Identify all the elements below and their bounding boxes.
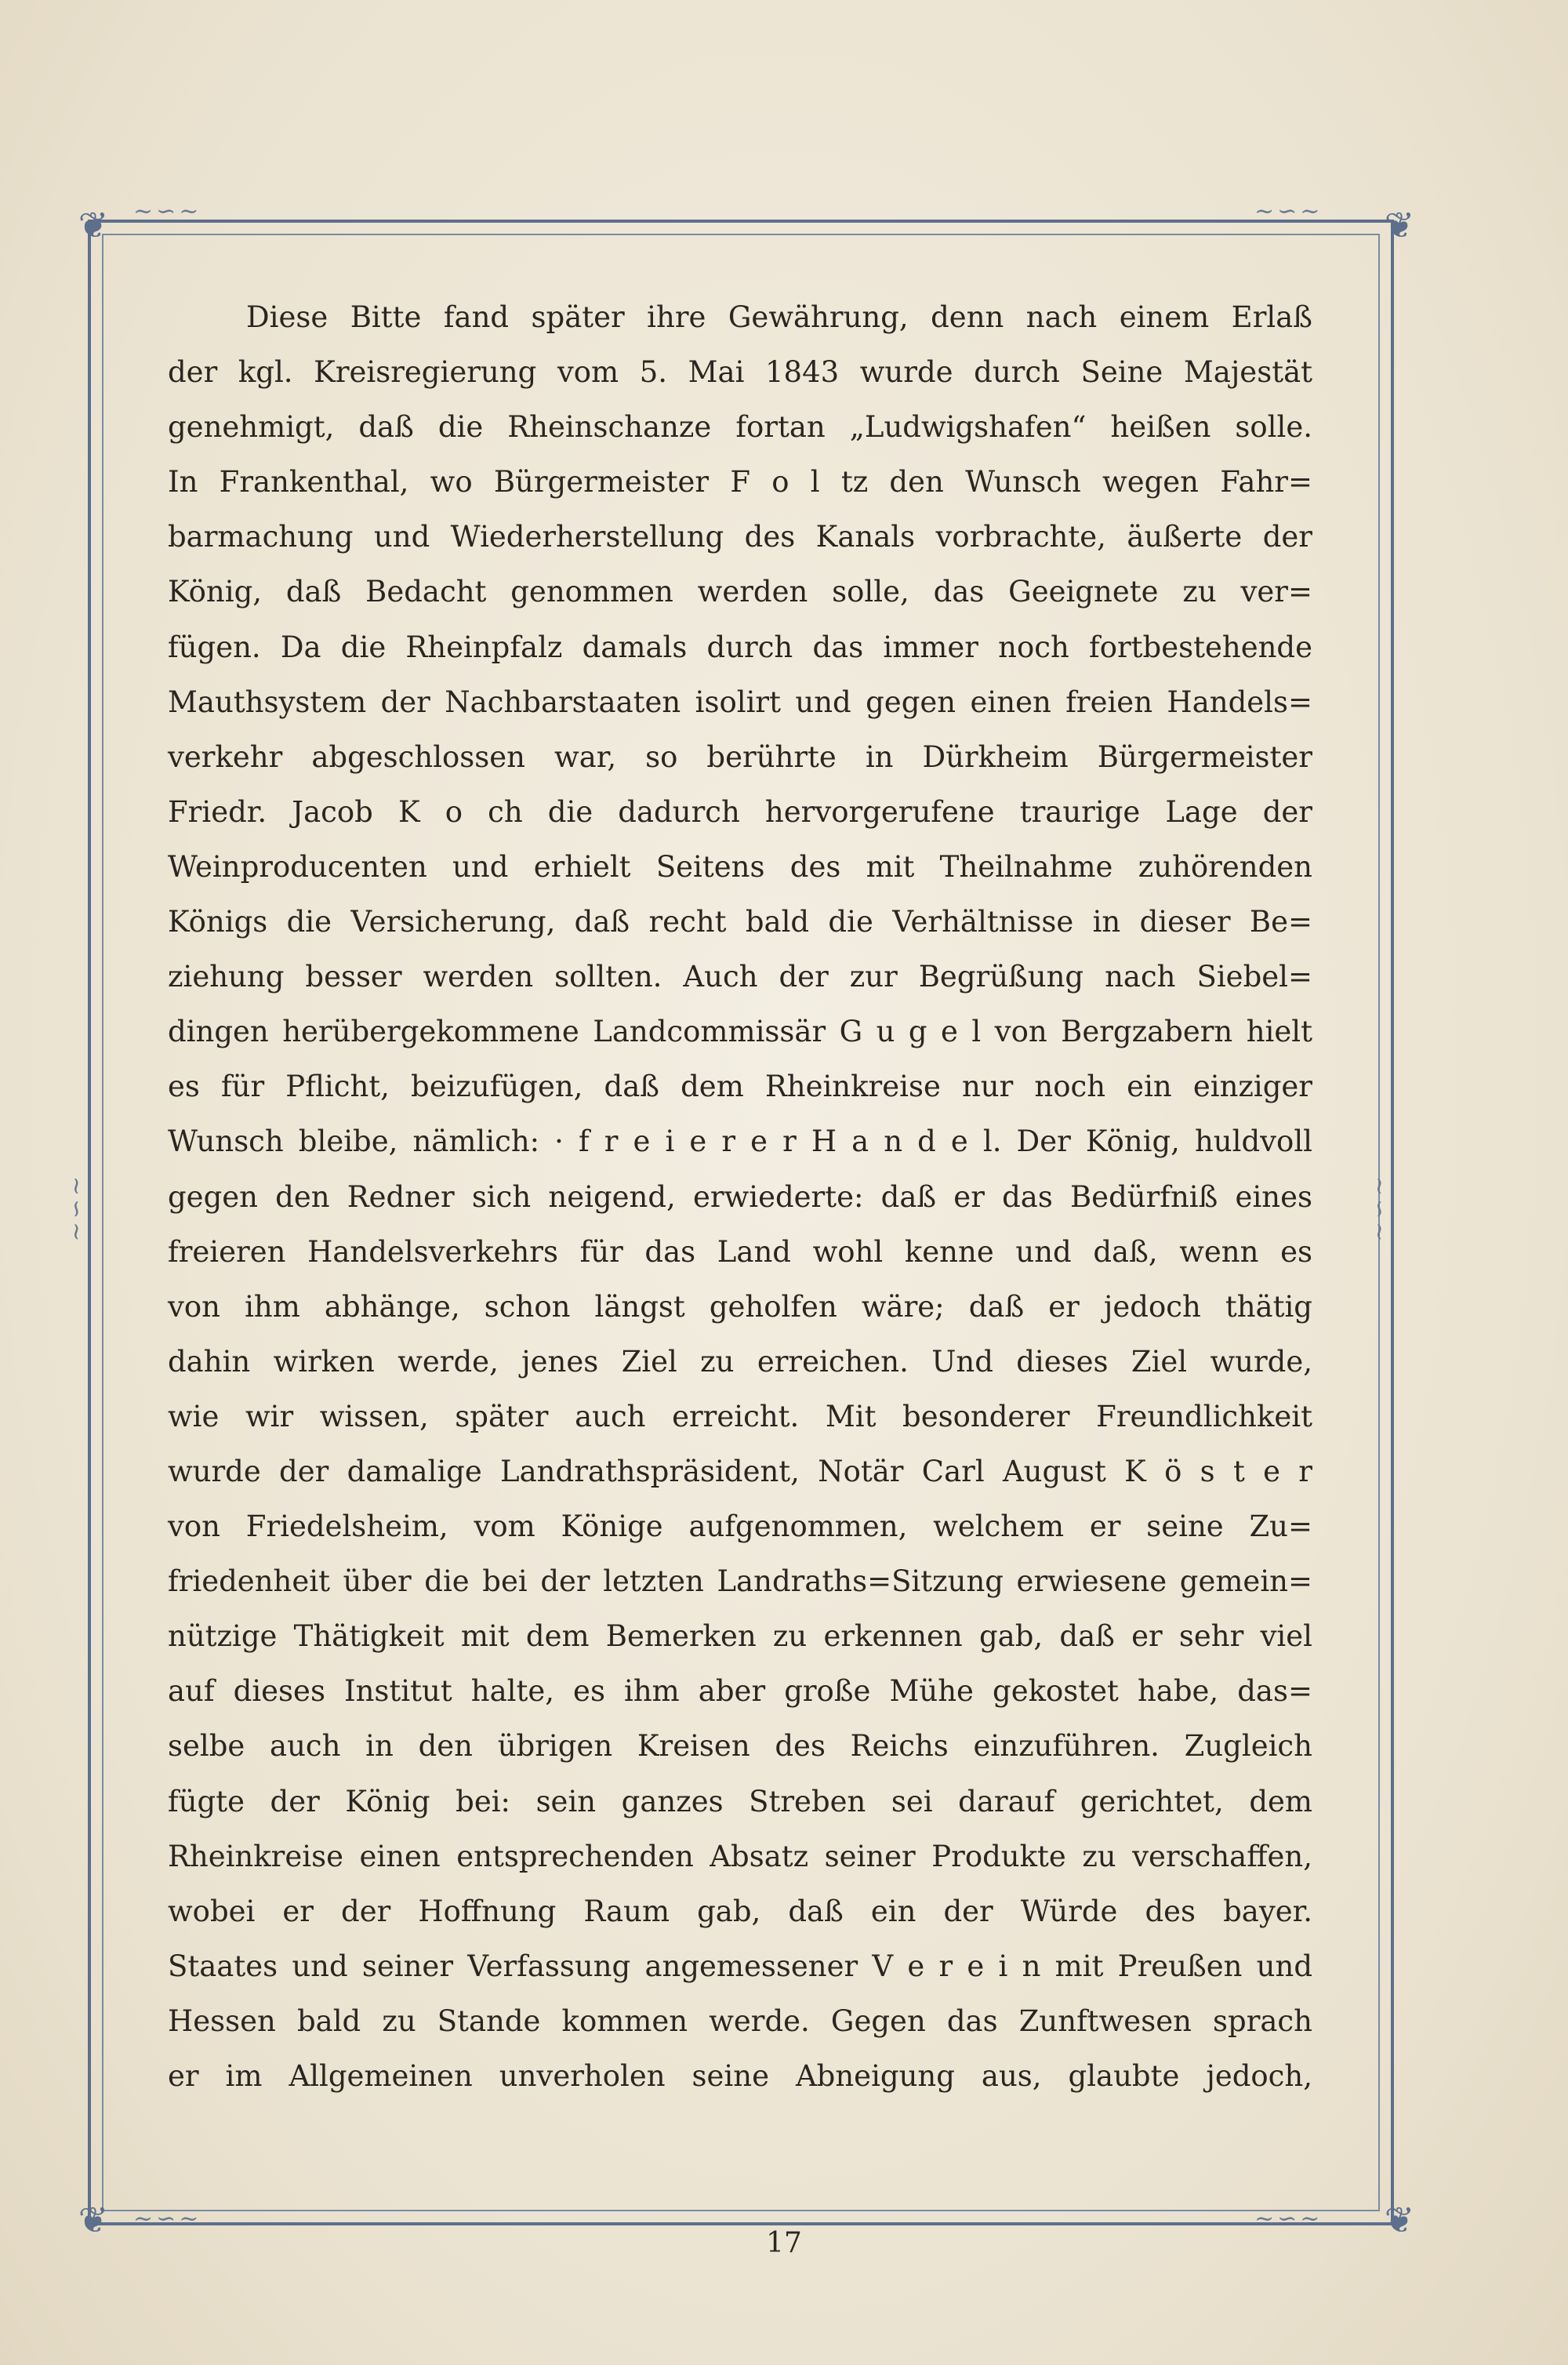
text-line: friedenheit über die bei der letzten Landraths=Sitzung erwiesene gemein= [168,1564,1312,1599]
body-text [168,290,1312,2104]
text-line: der kgl. Kreisregierung vom 5. Mai 1843 wurde durch Seine Majestät [168,355,1312,390]
text-line: wie wir wissen, später auch erreicht. Mit besonderer Freundlichkeit [168,1399,1312,1433]
text-line: nützige Thätigkeit mit dem Bemerken zu erkennen gab, daß er sehr viel [168,1619,1312,1654]
flourish-ornament-icon: ~∽~ [1366,1176,1393,1245]
text-line: verkehr abgeschlossen war, so berührte in Dürkheim Bürgermeister [168,739,1312,774]
text-line: Wunsch bleibe, nämlich: · f r e i e r e r H a n d e l. Der König, huldvoll [168,1124,1312,1159]
text-line: von ihm abhänge, schon längst geholfen wäre; daß er jedoch thätig [168,1289,1312,1324]
flourish-ornament-icon: ~∽~ [63,1176,90,1245]
flourish-ornament-icon: ~∽~ [1254,198,1323,225]
text-line: es für Pflicht, beizufügen, daß dem Rheinkreise nur noch ein einziger [168,1070,1312,1104]
text-line: Friedr. Jacob K o ch die dadurch hervorgerufene traurige Lage der [168,794,1312,829]
text-line: Rheinkreise einen entsprechenden Absatz seiner Produkte zu verschaffen, [168,1839,1312,1873]
text-line: wobei er der Hoffnung Raum gab, daß ein der Würde des bayer. [168,1894,1312,1928]
corner-ornament-icon: ❦ [78,204,109,246]
text-line: Mauthsystem der Nachbarstaaten isolirt und gegen einen freien Handels= [168,685,1312,719]
text-line: er im Allgemeinen unverholen seine Abneigung aus, glaubte jedoch, [168,2059,1312,2093]
text-line: dahin wirken werde, jenes Ziel zu erreichen. Und dieses Ziel wurde, [168,1344,1312,1379]
corner-ornament-icon: ❦ [78,2199,109,2241]
text-line: Staates und seiner Verfassung angemessener V e r e i n mit Preußen und [168,1949,1312,1983]
corner-ornament-icon: ❦ [1384,204,1415,246]
text-line: Weinproducenten und erhielt Seitens des mit Theilnahme zuhörenden [168,849,1312,884]
text-line: selbe auch in den übrigen Kreisen des Reichs einzuführen. Zugleich [168,1729,1312,1764]
flourish-ornament-icon: ~∽~ [1254,2205,1323,2232]
flourish-ornament-icon: ~∽~ [133,198,202,225]
text-line: fügen. Da die Rheinpfalz damals durch das immer noch fortbestehende [168,630,1312,664]
text-line: König, daß Bedacht genommen werden solle, das Geeignete zu ver= [168,575,1312,609]
text-line: ziehung besser werden sollten. Auch der zur Begrüßung nach Siebel= [168,960,1312,994]
page-number: 17 [766,2227,802,2259]
text-line: auf dieses Institut halte, es ihm aber große Mühe gekostet habe, das= [168,1674,1312,1709]
text-line: von Friedelsheim, vom Könige aufgenommen, welchem er seine Zu= [168,1509,1312,1544]
text-line: Königs die Versicherung, daß recht bald die Verhältnisse in dieser Be= [168,905,1312,939]
text-line: gegen den Redner sich neigend, erwiederte: daß er das Bedürfniß eines [168,1179,1312,1214]
text-line: barmachung und Wiederherstellung des Kanals vorbrachte, äußerte der [168,520,1312,554]
flourish-ornament-icon: ~∽~ [133,2205,202,2232]
text-line: Diese Bitte fand später ihre Gewährung, denn nach einem Erlaß [246,300,1312,334]
text-line: dingen herübergekommene Landcommissär G u g e l von Bergzabern hielt [168,1015,1312,1049]
text-line: genehmigt, daß die Rheinschanze fortan „Ludwigshafen“ heißen solle. [168,410,1312,445]
corner-ornament-icon: ❦ [1384,2199,1415,2241]
text-line: In Frankenthal, wo Bürgermeister F o l tz den Wunsch wegen Fahr= [168,465,1312,500]
text-line: freieren Handelsverkehrs für das Land wohl kenne und daß, wenn es [168,1234,1312,1269]
text-line: fügte der König bei: sein ganzes Streben sei darauf gerichtet, dem [168,1784,1312,1818]
text-line: wurde der damalige Landrathspräsident, Notär Carl August K ö s t e r [168,1454,1312,1488]
text-line: Hessen bald zu Stande kommen werde. Gegen das Zunftwesen sprach [168,2004,1312,2038]
